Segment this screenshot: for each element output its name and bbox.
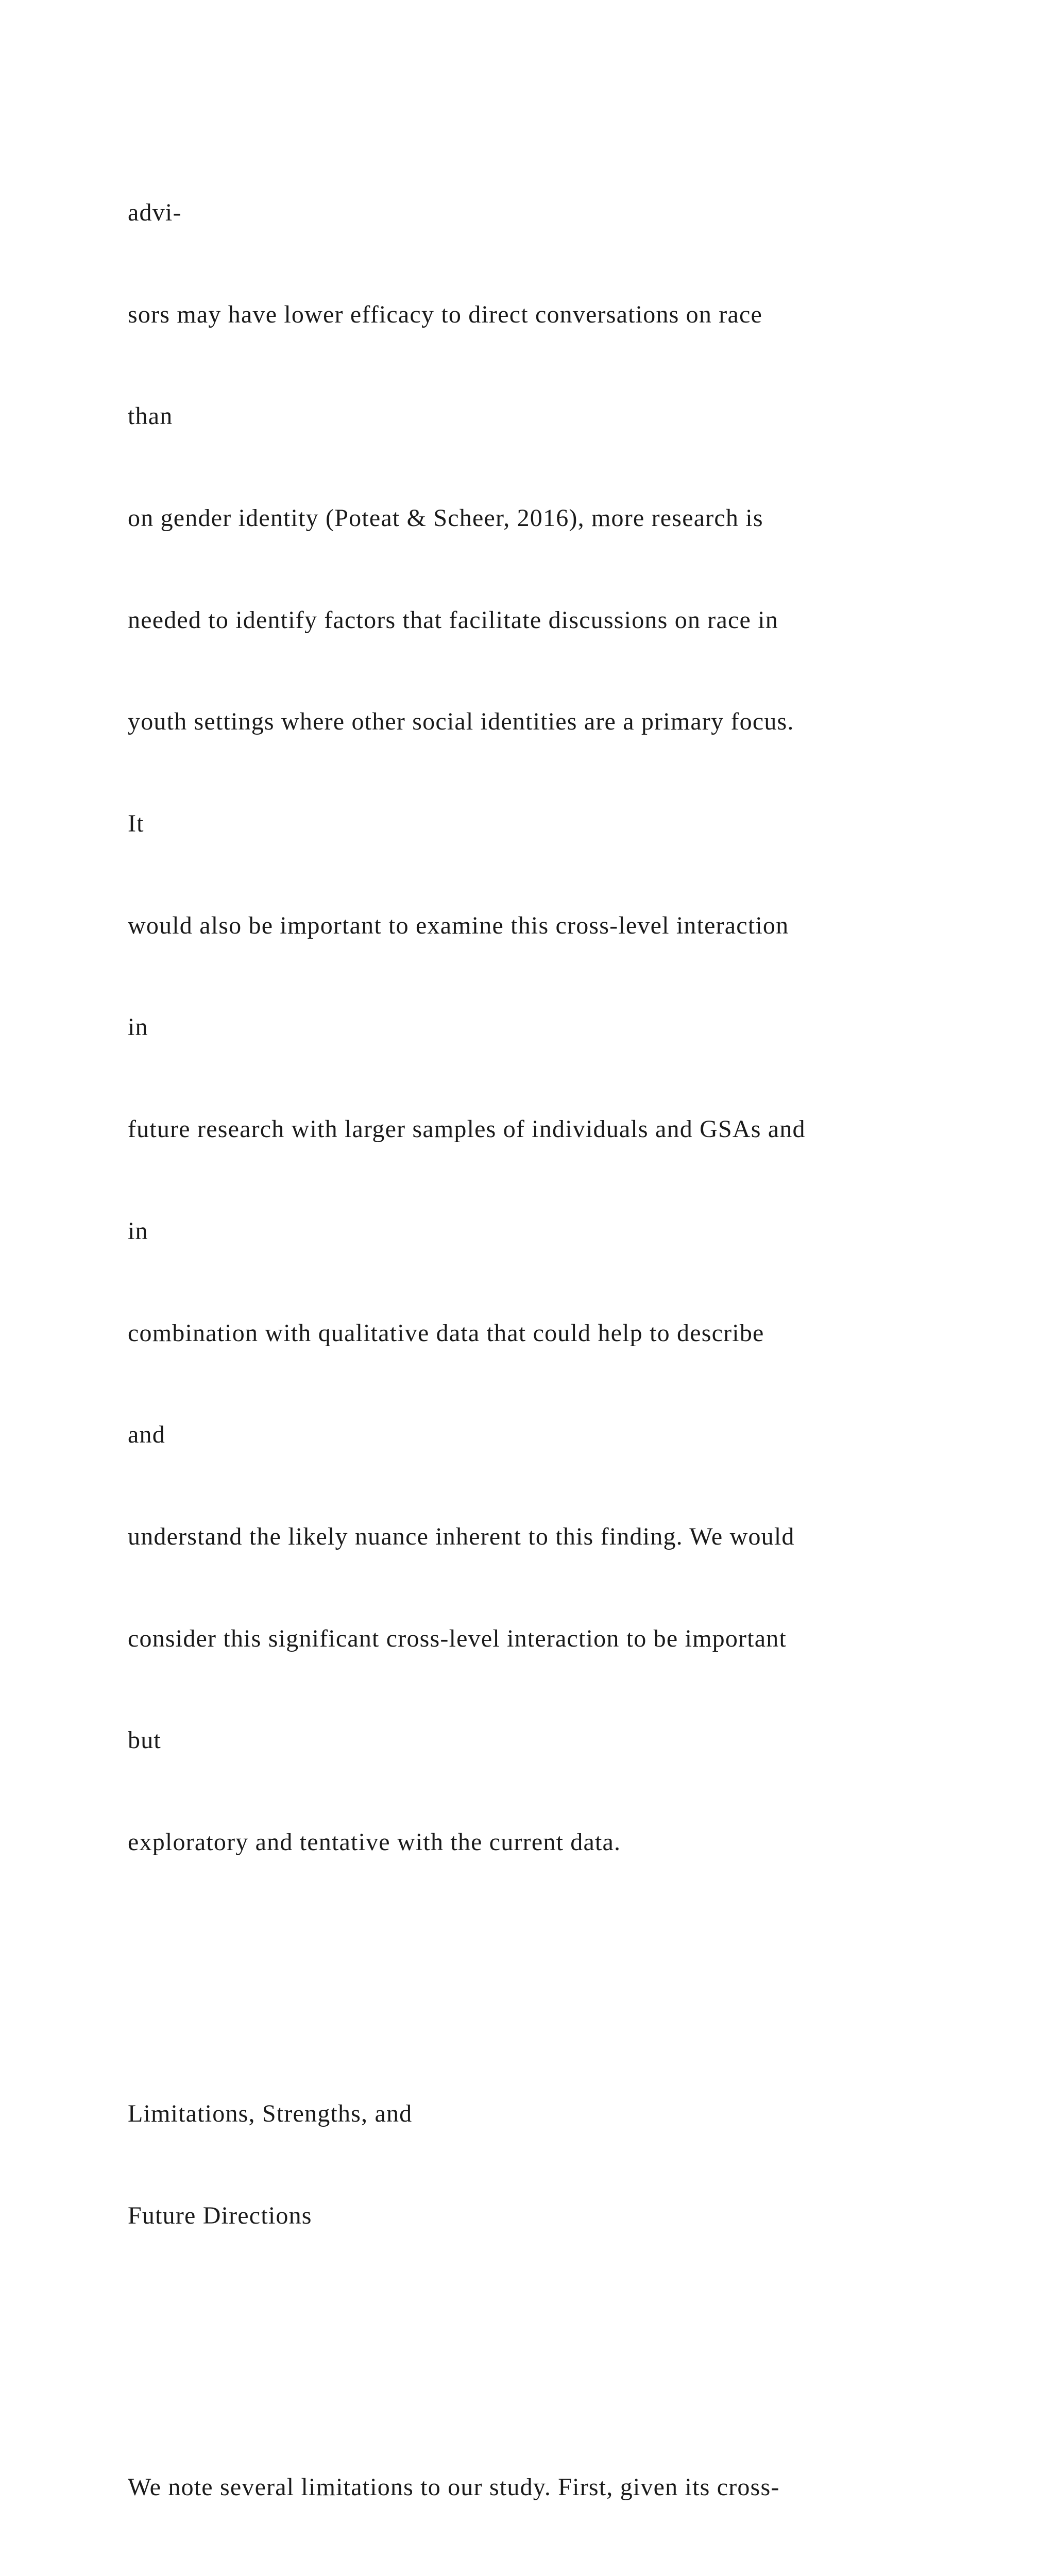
text-line: future research with larger samples of individuals and GSAs and [128, 1115, 806, 1143]
text-line: advi- [128, 198, 182, 226]
document-text [128, 128, 1003, 2576]
text-line: in [128, 1013, 148, 1041]
text-line: but [128, 1726, 161, 1754]
section-heading: Future Directions [128, 2201, 312, 2229]
text-line: in [128, 1217, 148, 1245]
text-line: would also be important to examine this cross-level interaction [128, 911, 789, 939]
text-line: on gender identity (Poteat & Scheer, 2016), more research is [128, 504, 763, 532]
text-line: needed to identify factors that facilitate discussions on race in [128, 606, 778, 634]
text-line [128, 2572, 1003, 2576]
paragraph-spacer [128, 1961, 1003, 1995]
text-line: sors may have lower efficacy to direct conversations on race [128, 300, 762, 328]
text-line: combination with qualitative data that could help to describe [128, 1319, 764, 1347]
section-heading: Limitations, Strengths, and [128, 2100, 413, 2128]
text-line: youth settings where other social identities are a primary focus. [128, 708, 794, 736]
text-line: consider this significant cross-level interaction to be important [128, 1624, 787, 1652]
text-line: and [128, 1421, 165, 1449]
text-line: It [128, 810, 144, 838]
paragraph-spacer [128, 2335, 1003, 2369]
text-line: We note several limitations to our study. First, given its cross- [128, 2473, 780, 2501]
text-line: understand the likely nuance inherent to this finding. We would [128, 1522, 795, 1550]
text-line: than [128, 402, 173, 430]
text-line: exploratory and tentative with the current data. [128, 1828, 621, 1856]
